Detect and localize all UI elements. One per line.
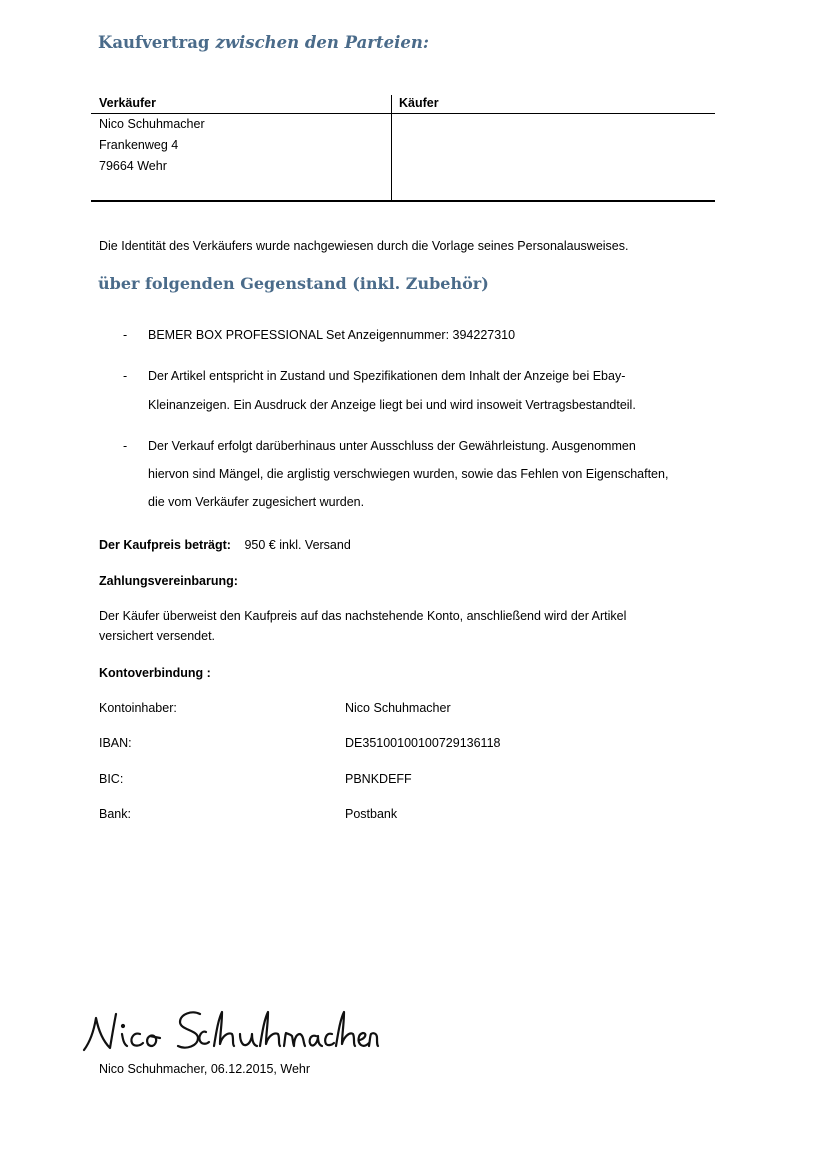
list-item-line: BEMER BOX PROFESSIONAL Set Anzeigennummer: 394227310 [148, 328, 516, 342]
seller-city: 79664 Wehr [99, 159, 167, 173]
title-main: Kaufvertrag [98, 33, 210, 52]
identity-statement: Die Identität des Verkäufers wurde nachgewiesen durch die Vorlage seines Personalausweises. [99, 239, 629, 253]
title-sub: zwischen den Parteien: [215, 33, 429, 52]
payment-heading: Zahlungsvereinbarung: [99, 574, 238, 588]
table-column-divider [391, 95, 392, 201]
account-label: Kontoinhaber: [99, 701, 177, 715]
payment-text-line: Der Käufer überweist den Kaufpreis auf das nachstehende Konto, anschließend wird der Artikel [99, 609, 627, 623]
item-heading: über folgenden Gegenstand (inkl. Zubehör) [98, 274, 489, 293]
price-value: 950 € inkl. Versand [244, 538, 351, 552]
list-bullet: - [123, 369, 128, 383]
account-value: DE35100100100729136118 [345, 736, 501, 750]
list-item-line: Der Verkauf erfolgt darüberhinaus unter Ausschluss der Gewährleistung. Ausgenommen [148, 439, 636, 453]
account-label: BIC: [99, 772, 124, 786]
seller-header: Verkäufer [99, 96, 156, 110]
seller-street: Frankenweg 4 [99, 138, 179, 152]
payment-text-line: versichert versendet. [99, 629, 216, 643]
account-label: Bank: [99, 807, 131, 821]
price-line [99, 537, 351, 553]
buyer-header: Käufer [399, 96, 439, 110]
seller-name: Nico Schuhmacher [99, 117, 205, 131]
account-value: PBNKDEFF [345, 772, 412, 786]
list-item-line: Der Artikel entspricht in Zustand und Spezifikationen dem Inhalt der Anzeige bei Ebay- [148, 369, 626, 383]
list-bullet: - [123, 328, 128, 342]
document-title [98, 33, 429, 52]
list-bullet: - [123, 439, 128, 453]
list-item-line: Kleinanzeigen. Ein Ausdruck der Anzeige liegt bei und wird insoweit Vertragsbestandteil. [148, 398, 636, 412]
price-label: Der Kaufpreis beträgt: [99, 538, 231, 552]
account-value: Nico Schuhmacher [345, 701, 451, 715]
signature-caption: Nico Schuhmacher, 06.12.2015, Wehr [99, 1062, 311, 1076]
handwritten-signature [80, 1000, 380, 1062]
table-bottom-line [91, 200, 715, 202]
list-item-line: hiervon sind Mängel, die arglistig verschwiegen wurden, sowie das Fehlen von Eigenschaften, [148, 467, 669, 481]
table-header-line [91, 113, 715, 114]
account-value: Postbank [345, 807, 398, 821]
account-label: IBAN: [99, 736, 132, 750]
list-item-line: die vom Verkäufer zugesichert wurden. [148, 495, 365, 509]
account-heading: Kontoverbindung : [99, 666, 211, 680]
